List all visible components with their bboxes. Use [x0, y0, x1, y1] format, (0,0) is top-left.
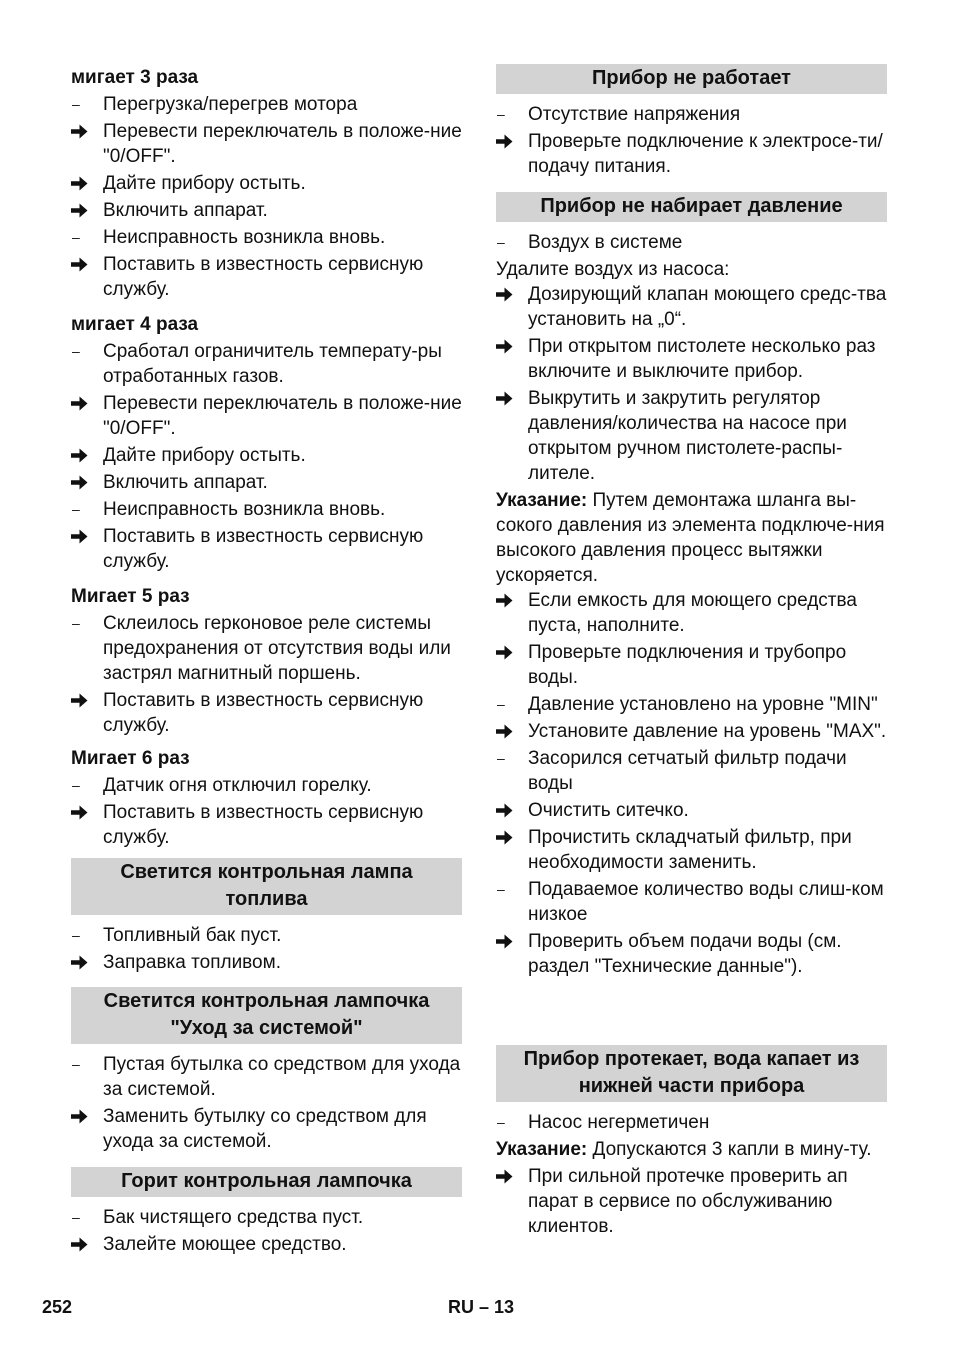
- list-item-action: Поставить в известность сервисную службу.: [71, 524, 462, 574]
- list-item-cause: – Неисправность возникла вновь.: [72, 499, 386, 520]
- dash-bullet: –: [497, 106, 505, 122]
- list-item-action: Заменить бутылку со средством для ухода за системой.: [71, 1104, 462, 1154]
- arrow-right-icon: [496, 1164, 524, 1184]
- section-fuel-lamp: [71, 858, 462, 975]
- dash-bullet: –: [72, 777, 80, 793]
- dash-bullet: –: [72, 96, 80, 112]
- list-item-cause: – Подаваемое количество воды слиш-ком низкое: [497, 879, 884, 925]
- language-page-label: RU – 13: [448, 1297, 515, 1317]
- subheading: мигает 3 раза: [71, 67, 199, 88]
- list-item-cause: – Датчик огня отключил горелку.: [72, 775, 372, 796]
- list-item-action: Включить аппарат.: [71, 470, 462, 495]
- section-leaking: [496, 1045, 887, 1239]
- arrow-right-icon: [71, 119, 99, 139]
- list-item-action: Поставить в известность сервисную службу.: [71, 800, 462, 850]
- list-item-cause: – Отсутствие напряжения: [497, 104, 741, 125]
- arrow-right-icon: [496, 588, 524, 608]
- dash-bullet: –: [497, 750, 505, 766]
- dash-bullet: –: [72, 1056, 80, 1072]
- dash-bullet: –: [72, 501, 80, 517]
- list-item-action: Прочистить складчатый фильтр, при необходимости заменить.: [496, 825, 887, 875]
- list-item-action: Включить аппарат.: [71, 198, 462, 223]
- arrow-right-icon: [496, 386, 524, 406]
- arrow-right-icon: [71, 391, 99, 411]
- dash-bullet: –: [72, 343, 80, 359]
- list-item-action: Дозирующий клапан моющего средс-тва установить на „0“.: [496, 282, 887, 332]
- list-item-cause: – Насос негерметичен: [497, 1112, 710, 1133]
- list-item-action: При открытом пистолете несколько раз включите и выключите прибор.: [496, 334, 887, 384]
- arrow-right-icon: [71, 524, 99, 544]
- subheading: Мигает 6 раз: [71, 748, 190, 769]
- section-heading: Светится контрольная лампа топлива: [71, 858, 462, 915]
- arrow-right-icon: [71, 252, 99, 272]
- section-no-pressure: [496, 192, 887, 979]
- section-not-working: [496, 64, 887, 179]
- list-item-cause: – Воздух в системе: [497, 232, 683, 253]
- arrow-right-icon: [496, 282, 524, 302]
- plain-text: Удалите воздух из насоса:: [496, 259, 730, 280]
- section-detergent-lamp: [71, 1167, 462, 1257]
- arrow-right-icon: [71, 1232, 99, 1252]
- list-item-action: Дайте прибору остыть.: [71, 443, 462, 468]
- list-item-action: Если емкость для моющего средства пуста, наполните.: [496, 588, 887, 638]
- arrow-right-icon: [496, 825, 524, 845]
- note-label: Указание:: [496, 1139, 588, 1160]
- arrow-right-icon: [71, 171, 99, 191]
- list-item-cause: – Давление установлено на уровне "MIN": [497, 694, 878, 715]
- list-item-action: Поставить в известность сервисную службу.: [71, 688, 462, 738]
- section-heading: Светится контрольная лампочка "Уход за системой": [71, 987, 462, 1044]
- note-text: Допускаются 3 капли в мину-ту.: [587, 1139, 872, 1160]
- list-item-cause: – Перегрузка/перегрев мотора: [72, 94, 358, 115]
- list-item-action: Поставить в известность сервисную службу.: [71, 252, 462, 302]
- list-item-action: Перевести переключатель в положе-ние "0/OFF".: [71, 119, 462, 169]
- arrow-right-icon: [496, 798, 524, 818]
- dash-bullet: –: [497, 234, 505, 250]
- section-blinks-5: [71, 584, 462, 738]
- arrow-right-icon: [71, 198, 99, 218]
- dash-bullet: –: [72, 229, 80, 245]
- list-item-cause: – Склеилось герконовое реле системы предохранения от отсутствия воды или застрял магнитный поршень.: [72, 613, 451, 684]
- list-item-cause: – Сработал ограничитель температу-ры отработанных газов.: [72, 341, 442, 387]
- list-item-cause: – Бак чистящего средства пуст.: [72, 1207, 364, 1228]
- section-blinks-3: [71, 65, 462, 302]
- section-blinks-4: [71, 312, 462, 574]
- subheading: мигает 4 раза: [71, 314, 199, 335]
- section-heading: Прибор протекает, вода капает из нижней части прибора: [496, 1045, 887, 1102]
- section-care-lamp: [71, 987, 462, 1154]
- dash-bullet: –: [72, 1209, 80, 1225]
- list-item-cause: – Пустая бутылка со средством для ухода за системой.: [72, 1054, 461, 1100]
- arrow-right-icon: [496, 129, 524, 149]
- note-text: Путем демонтажа шланга вы-сокого давления из элемента подключе-ния высокого давления процесс вытяжки ускоряется.: [496, 490, 885, 586]
- dash-bullet: –: [72, 927, 80, 943]
- list-item-action: Перевести переключатель в положе-ние "0/OFF".: [71, 391, 462, 441]
- list-item-action: Проверить объем подачи воды (см. раздел "Технические данные").: [496, 929, 887, 979]
- list-item-action: Заправка топливом.: [71, 950, 462, 975]
- arrow-right-icon: [71, 443, 99, 463]
- list-item-action: При сильной протечке проверить ап парат в сервисе по обслуживанию клиентов.: [496, 1164, 887, 1239]
- arrow-right-icon: [496, 334, 524, 354]
- list-item-action: Выкрутить и закрутить регулятор давления/количества на насосе при открытом ручном пистолете-распы-лителе.: [496, 386, 887, 486]
- arrow-right-icon: [71, 470, 99, 490]
- arrow-right-icon: [71, 950, 99, 970]
- dash-bullet: –: [497, 1114, 505, 1130]
- list-item-action: Установите давление на уровень "MAX".: [496, 719, 887, 744]
- list-item-action: Очистить ситечко.: [496, 798, 887, 823]
- section-heading: Прибор не работает: [496, 64, 887, 94]
- list-item-cause: – Топливный бак пуст.: [72, 925, 282, 946]
- page-number: 252: [42, 1297, 73, 1317]
- list-item-action: Проверьте подключение к электросе-ти/подачу питания.: [496, 129, 887, 179]
- section-heading: Горит контрольная лампочка: [71, 1167, 462, 1197]
- section-heading: Прибор не набирает давление: [496, 192, 887, 222]
- list-item-cause: – Засорился сетчатый фильтр подачи воды: [497, 748, 847, 794]
- list-item-cause: – Неисправность возникла вновь.: [72, 227, 386, 248]
- note: [496, 1137, 887, 1162]
- dash-bullet: –: [497, 696, 505, 712]
- arrow-right-icon: [496, 929, 524, 949]
- arrow-right-icon: [496, 719, 524, 739]
- dash-bullet: –: [72, 615, 80, 631]
- list-item-action: Проверьте подключения и трубопро воды.: [496, 640, 887, 690]
- note-label: Указание:: [496, 490, 588, 511]
- arrow-right-icon: [71, 1104, 99, 1124]
- list-item-action: Дайте прибору остыть.: [71, 171, 462, 196]
- dash-bullet: –: [497, 881, 505, 897]
- note: [496, 488, 887, 588]
- subheading: Мигает 5 раз: [71, 586, 190, 607]
- arrow-right-icon: [71, 688, 99, 708]
- arrow-right-icon: [496, 640, 524, 660]
- section-blinks-6: [71, 746, 462, 850]
- arrow-right-icon: [71, 800, 99, 820]
- list-item-action: Залейте моющее средство.: [71, 1232, 462, 1257]
